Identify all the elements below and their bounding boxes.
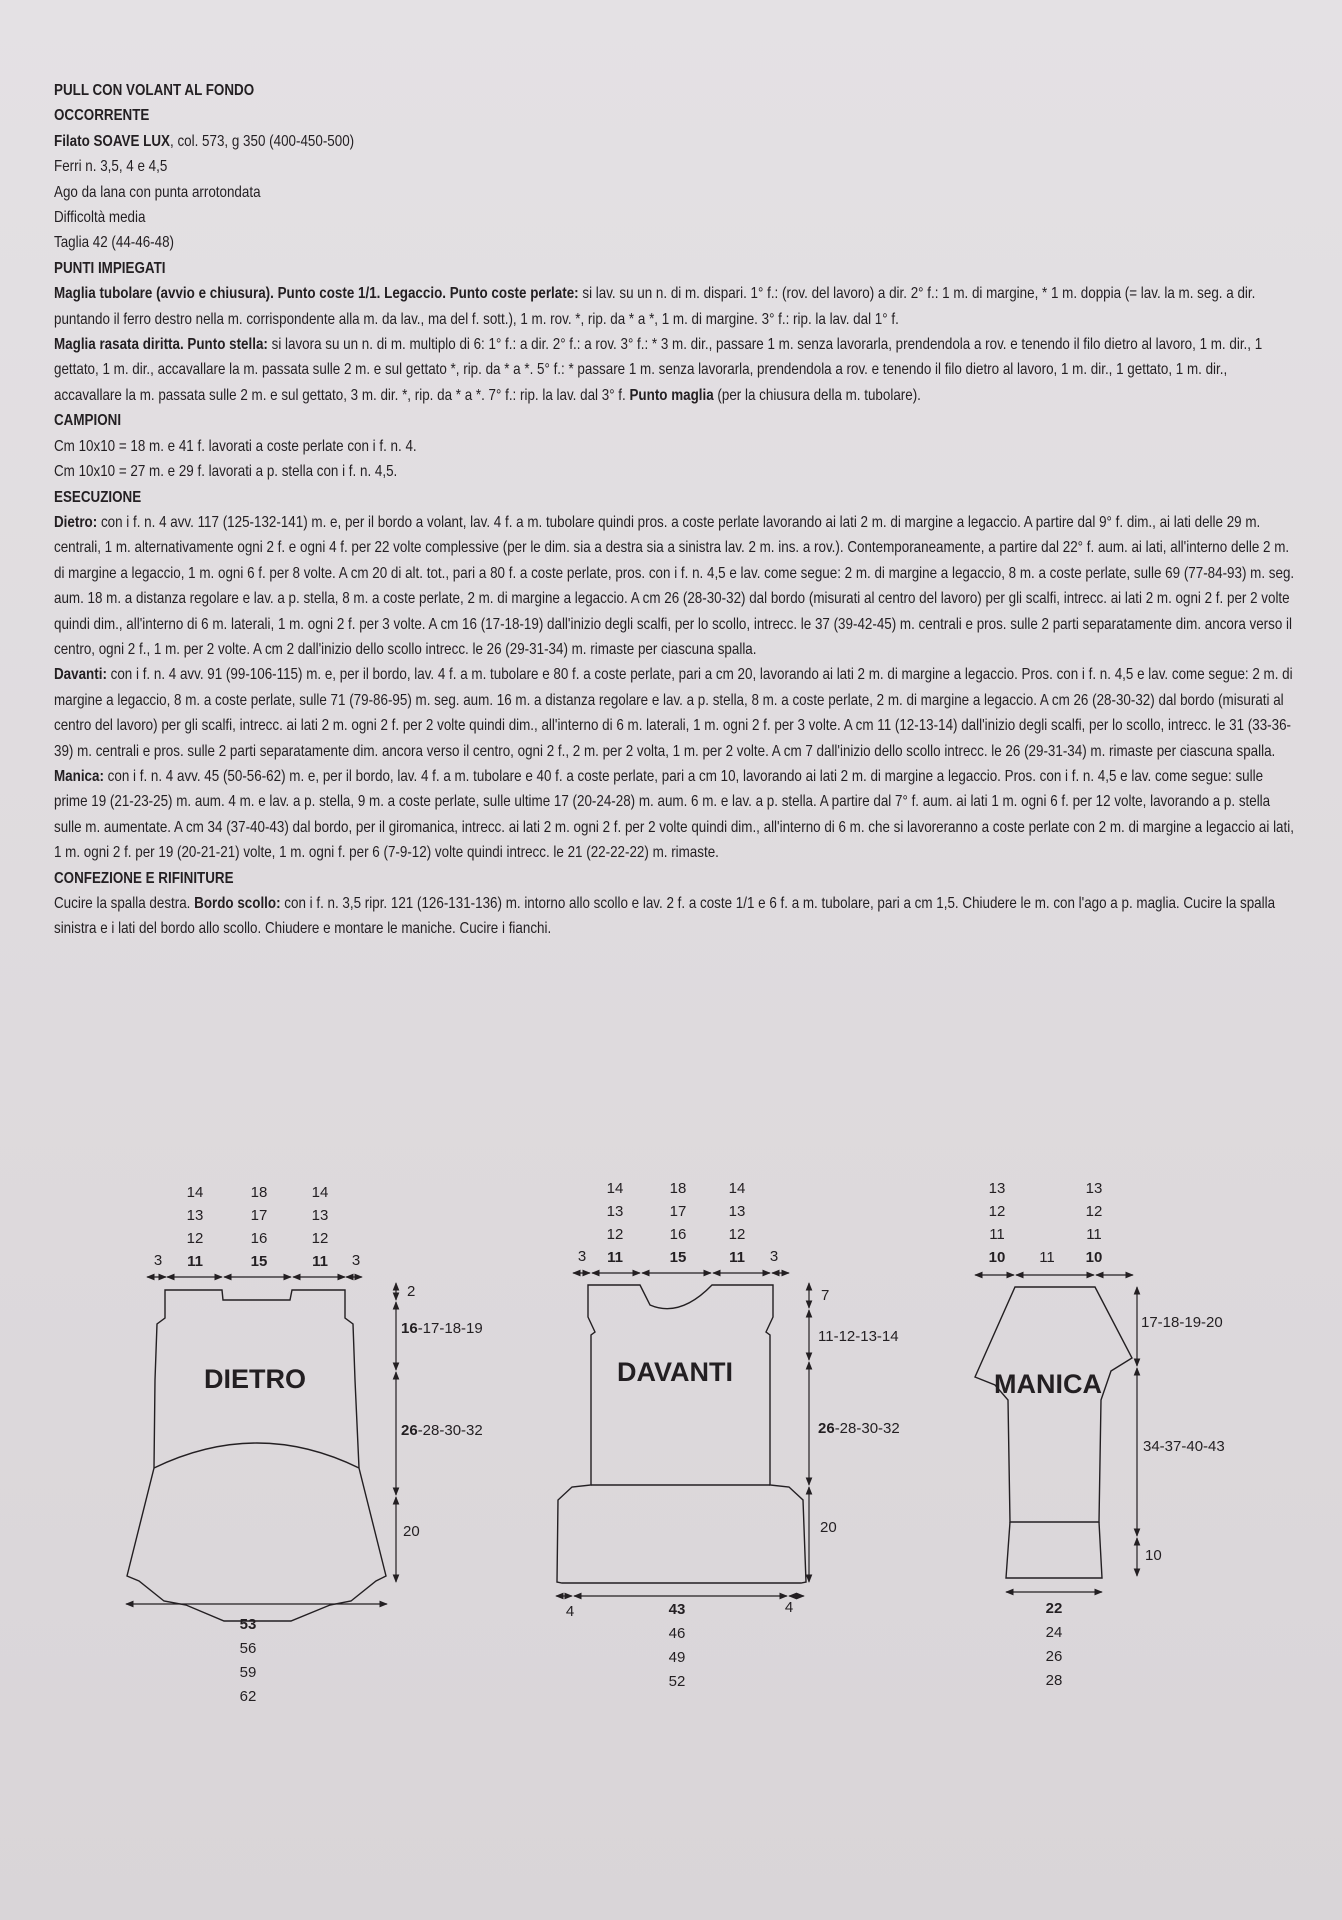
punti-2-text-2: (per la chiusura della m. tubolare). bbox=[713, 386, 921, 404]
davanti-label: DAVANTI bbox=[617, 1357, 733, 1387]
davanti-top-right-4: 11 bbox=[729, 1249, 745, 1266]
davanti-top-right-1: 14 bbox=[728, 1180, 746, 1197]
davanti-body-h bbox=[818, 1420, 900, 1437]
manica-top-left-1: 13 bbox=[988, 1180, 1006, 1197]
punti-heading: PUNTI IMPIEGATI bbox=[54, 259, 166, 277]
dietro-top-left-2: 13 bbox=[186, 1207, 204, 1224]
dietro-bottom-3: 59 bbox=[239, 1664, 257, 1681]
davanti-top-left-3: 12 bbox=[606, 1226, 624, 1243]
dietro-top-center-3: 16 bbox=[250, 1230, 268, 1247]
davanti-bottom-3: 49 bbox=[668, 1649, 686, 1666]
campioni-heading: CAMPIONI bbox=[54, 412, 122, 430]
manica-outline bbox=[975, 1287, 1132, 1522]
dietro-ruffle-h: 20 bbox=[403, 1523, 420, 1540]
punti-2-text: si lavora su un n. di m. multiplo di 6: 1° f.: a dir. 2° f.: a rov. 3° f.: * 3 m. dir., passare 1 m. senza lavorarla, prendendola a rov. e tenendo il filo dietro al lavoro, 1 m. dir., 1 gettato, 1 m. dir., accavallare la m. passata sulle 2 m. e sul gettato *, rip. da * a *. 5° f.: * passare 1 m. senza lavorarla, prendendola a rov. e tenendo il filo dietro al lavoro, 1 m. dir., 1 gettato, 1 m. dir., accavallare la m. passata sulle 2 m. e sul gettato, 3 m. dir. *, rip. da * a *. 7° f.: rip. la lav. dal 3° f. bbox=[54, 336, 1263, 404]
punti-2-bold: Maglia rasata diritta. Punto stella: bbox=[54, 336, 268, 354]
manica-top-center: 11 bbox=[1039, 1249, 1055, 1266]
dietro-shoulder-h: 2 bbox=[407, 1283, 416, 1300]
manica-label: Manica: bbox=[54, 767, 104, 785]
manica-bottom-1: 22 bbox=[1045, 1600, 1063, 1617]
manica-top-right-3: 11 bbox=[1086, 1226, 1102, 1243]
davanti-side-right: 4 bbox=[784, 1599, 794, 1616]
davanti-body-bold: 26 bbox=[818, 1420, 835, 1437]
davanti-top-center-1: 18 bbox=[669, 1180, 687, 1197]
dietro-body-h bbox=[401, 1422, 483, 1439]
manica-cuff bbox=[1006, 1522, 1102, 1578]
manica-label: MANICA bbox=[994, 1369, 1102, 1399]
manica-top-left-2: 12 bbox=[988, 1203, 1006, 1220]
davanti-top-center-2: 17 bbox=[669, 1203, 687, 1220]
manica-bottom-3: 26 bbox=[1045, 1648, 1063, 1665]
manica-top-right-2: 12 bbox=[1085, 1203, 1103, 1220]
dietro-text: con i f. n. 4 avv. 117 (125-132-141) m. e, per il bordo a volant, lav. 4 f. a m. tubolare quindi pros. a coste perlate lavorando ai lati 2 m. di margine a legaccio. A partire dal 9° f. dim., ai lati delle 29 m. centrali, 1 m. alternativamente ogni 2 f. e ogni 4 f. per 22 volte complessive (per le dim. sia a destra sia a sinistra lav. 2 m. ins. a rov.). Contemporaneamente, a partire dal 22° f. aum. ai lati, all'interno delle 2 m. di margine a legaccio, 1 m. ogni 6 f. per 8 volte. A cm 20 di alt. tot., pari a 80 f. a coste perlate, pros. con i f. n. 4,5 e lav. come segue: 2 m. di margine a legaccio, 8 m. a coste perlate, sulle 69 (77-84-93) m. seg. aum. 18 m. a distanza regolare e lav. a p. stella, 8 m. a coste perlate, 2 m. di margine a legaccio. A cm 26 (28-30-32) dal bordo (misurati al centro del lavoro) per gli scalfi, intrecc. ai lati 2 m. ogni 2 f. per 2 volte quindi dim., all'interno di 6 m. laterali, 1 m. ogni 2 f. per 3 volte. A cm 16 (17-18-19) dall'inizio degli scalfi, per lo scollo, intrecc. le 37 (39-42-45) m. centrali e pros. sulle 2 parti separatamente dim. ancora verso il centro, ogni 2 f., 1 m. per 2 volte. A cm 2 dall'inizio dello scollo intrecc. le 26 (29-31-34) m. rimaste per ciascuna spalla. bbox=[54, 513, 1295, 658]
campione-1: Cm 10x10 = 18 m. e 41 f. lavorati a coste perlate con i f. n. 4. bbox=[54, 437, 417, 455]
punti-1-text: si lav. su un n. di m. dispari. 1° f.: (rov. del lavoro) a dir. 2° f.: 1 m. di margine, * 1 m. doppia (= lav. la m. seg. a dir. puntando il ferro destro nella m. corrispondente alla m. da lav., ma del f. sott.), 1 m. rov. *, rip. da * a *, 1 m. di margine. 3° f.: rip. la lav. dal 1° f. bbox=[54, 285, 1256, 328]
filato-rest: , col. 573, g 350 (400-450-500) bbox=[169, 132, 355, 150]
davanti-top-right-2: 13 bbox=[728, 1203, 746, 1220]
davanti-bottom-2: 46 bbox=[668, 1625, 686, 1642]
manica-bottom-2: 24 bbox=[1045, 1624, 1063, 1641]
manica-sleeve-h: 34-37-40-43 bbox=[1143, 1438, 1225, 1455]
davanti-top-center-4: 15 bbox=[669, 1249, 687, 1266]
manica-bottom-4: 28 bbox=[1045, 1672, 1063, 1689]
dietro-top-left-4: 11 bbox=[187, 1253, 203, 1270]
davanti-top-left-1: 14 bbox=[606, 1180, 624, 1197]
campione-2: Cm 10x10 = 27 m. e 29 f. lavorati a p. stella con i f. n. 4,5. bbox=[54, 463, 398, 481]
bordo-scollo-label: Bordo scollo: bbox=[194, 895, 281, 912]
davanti-text: con i f. n. 4 avv. 91 (99-106-115) m. e, per il bordo, lav. 4 f. a m. tubolare e 80 f. a coste perlate, pari a cm 20, lavorando ai lati 2 m. di margine a legaccio. Pros. con i f. n. 4,5 e lav. come segue: 2 m. di margine a legaccio, 8 m. a coste perlate, sulle 71 (79-86-95) m. seg. aum. 16 m. a distanza regolare e lav. a p. stella, 8 m. a coste perlate, 2 m. di margine a legaccio. A cm 26 (28-30-32) dal bordo (misurati al centro del lavoro) per gli scalfi, intrecc. ai lati 2 m. ogni 2 f. per 2 volte quindi dim., all'interno di 6 m. laterali, 1 m. ogni 2 f. per 3 volte. A cm 11 (12-13-14) dall'inizio degli scalfi, per lo scollo, intrecc. le 31 (33-36-39) m. centrali e pros. sulle 2 parti separatamente dim. ancora verso il centro, ogni 2 f., 2 m. per 2 volta, 1 m. per 2 volte. A cm 7 dall'inizio dello scollo intrecc. le 26 (29-31-34) m. rimaste per ciascuna spalla. bbox=[54, 666, 1293, 760]
punti-2-bold-2: Punto maglia bbox=[629, 386, 714, 404]
manica-top-right-1: 13 bbox=[1085, 1180, 1103, 1197]
davanti-armhole-h: 11-12-13-14 bbox=[818, 1328, 899, 1345]
davanti-side-left: 4 bbox=[565, 1603, 575, 1620]
difficolta-line: Difficoltà media bbox=[54, 209, 146, 227]
dietro-label: Dietro: bbox=[54, 513, 98, 531]
dietro-top-center-4: 15 bbox=[250, 1253, 268, 1270]
davanti-edge-left: 3 bbox=[577, 1248, 587, 1265]
manica-top-left-4: 10 bbox=[988, 1249, 1006, 1266]
ago-line: Ago da lana con punta arrotondata bbox=[54, 183, 261, 201]
davanti-top-left-4: 11 bbox=[607, 1249, 623, 1266]
davanti-bottom-4: 52 bbox=[668, 1673, 686, 1690]
confezione-text-1: Cucire la spalla destra. bbox=[54, 895, 195, 912]
filato-label: Filato SOAVE LUX bbox=[54, 132, 170, 150]
confezione-text-2: con i f. n. 3,5 ripr. 121 (126-131-136) m. intorno allo scollo e lav. 2 f. a coste 1/1 e 6 f. a m. tubolare, pari a cm 1,5. Chiudere le m. con l'ago a p. maglia. Cucire la spalla sinistra e i lati del bordo allo scollo. Chiudere e montare le maniche. Cucire i fianchi. bbox=[54, 895, 1276, 938]
dietro-top-right-2: 13 bbox=[311, 1207, 329, 1224]
dietro-body-rest: -28-30-32 bbox=[417, 1422, 483, 1439]
dietro-bottom-4: 62 bbox=[239, 1688, 257, 1705]
manica-top-left-3: 11 bbox=[989, 1226, 1005, 1243]
dietro-bottom-2: 56 bbox=[239, 1640, 257, 1657]
dietro-top-right-4: 11 bbox=[312, 1253, 328, 1270]
esecuzione-heading: ESECUZIONE bbox=[54, 488, 142, 506]
manica-top-right-4: 10 bbox=[1085, 1249, 1103, 1266]
davanti-bottom-1: 43 bbox=[668, 1601, 686, 1618]
dietro-top-right-3: 12 bbox=[311, 1230, 329, 1247]
davanti-edge-right: 3 bbox=[769, 1248, 779, 1265]
dietro-bottom-1: 53 bbox=[239, 1616, 257, 1633]
dietro-label: DIETRO bbox=[203, 1364, 307, 1394]
dietro-top-center-2: 17 bbox=[250, 1207, 268, 1224]
dietro-outline bbox=[127, 1290, 386, 1621]
dietro-edge-left: 3 bbox=[153, 1252, 163, 1269]
dietro-armhole-h bbox=[401, 1320, 483, 1337]
occorrente-heading: OCCORRENTE bbox=[54, 107, 150, 125]
dietro-top-center-1: 18 bbox=[250, 1184, 268, 1201]
dietro-top-right-1: 14 bbox=[311, 1184, 329, 1201]
manica-cuff-h: 10 bbox=[1145, 1547, 1162, 1564]
taglia-line: Taglia 42 (44-46-48) bbox=[54, 234, 175, 252]
davanti-neck-h: 7 bbox=[821, 1287, 830, 1304]
ferri-line: Ferri n. 3,5, 4 e 4,5 bbox=[54, 158, 168, 176]
davanti-label: Davanti: bbox=[54, 666, 107, 684]
dietro-ruffle-seam bbox=[154, 1443, 359, 1468]
davanti-body-rest: -28-30-32 bbox=[834, 1420, 900, 1437]
dietro-top-left-1: 14 bbox=[186, 1184, 204, 1201]
punti-1-bold: Maglia tubolare (avvio e chiusura). Punto coste 1/1. Legaccio. Punto coste perlate: bbox=[54, 285, 579, 303]
confezione-heading: CONFEZIONE E RIFINITURE bbox=[54, 869, 234, 887]
davanti-top-right-3: 12 bbox=[728, 1226, 746, 1243]
davanti-outline bbox=[557, 1285, 806, 1583]
dietro-edge-right: 3 bbox=[351, 1252, 361, 1269]
davanti-top-center-3: 16 bbox=[669, 1226, 687, 1243]
dietro-armhole-bold: 16 bbox=[401, 1320, 418, 1337]
davanti-top-left-2: 13 bbox=[606, 1203, 624, 1220]
dietro-top-left-3: 12 bbox=[186, 1230, 204, 1247]
dietro-body-bold: 26 bbox=[401, 1422, 418, 1439]
pattern-title: PULL CON VOLANT AL FONDO bbox=[54, 82, 255, 99]
manica-text: con i f. n. 4 avv. 45 (50-56-62) m. e, per il bordo, lav. 4 f. a m. tubolare e 40 f. a coste perlate, pari a cm 10, lavorando ai lati 2 m. di margine a legaccio. Pros. con i f. n. 4,5 e lav. come segue: sulle prime 19 (21-23-25) m. aum. 4 m. e lav. a p. stella, 9 m. a coste perlate, sulle ultime 17 (20-24-28) m. aum. 6 m. e lav. a p. stella. A partire dal 7° f. aum. ai lati 1 m. ogni 6 f. per 12 volte, lavorando a p. stella sulle m. aumentate. A cm 34 (37-40-43) dal bordo, per il giromanica, intrecc. ai lati 2 m. ogni 2 f. per 2 volte quindi dim., all'interno di 6 m. che si lavoreranno a coste perlate con 2 m. di margine a legaccio ai lati, 1 m. ogni 2 f. per 19 (20-21-21) volte, 1 m. ogni f. per 6 (7-9-12) volte quindi intrecc. le 21 (22-22-22) m. rimaste. bbox=[54, 767, 1294, 862]
davanti-ruffle-h: 20 bbox=[820, 1519, 837, 1536]
manica-cap-h: 17-18-19-20 bbox=[1141, 1314, 1223, 1331]
dietro-armhole-rest: -17-18-19 bbox=[417, 1320, 483, 1337]
